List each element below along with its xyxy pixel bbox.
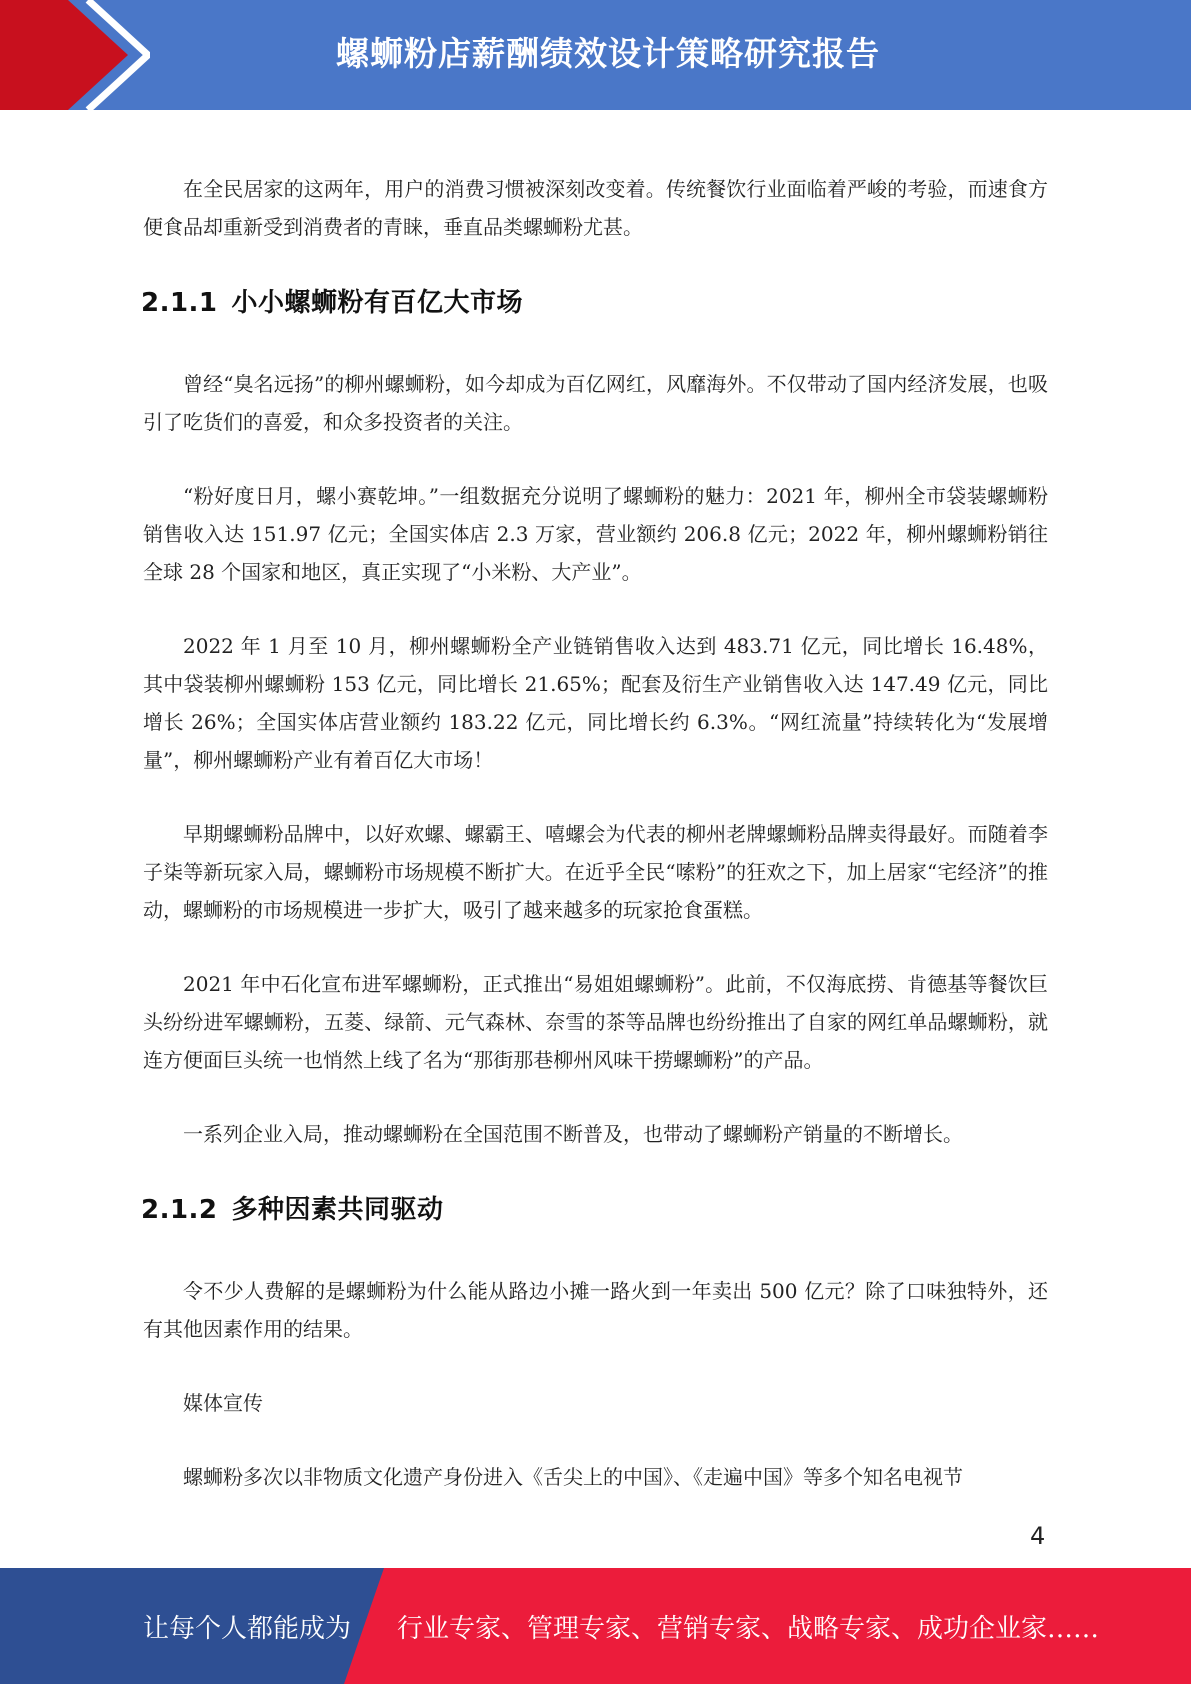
paragraph: 一系列企业入局，推动螺蛳粉在全国范围不断普及，也带动了螺蛳粉产销量的不断增长。: [183, 1122, 963, 1146]
report-title: 螺蛳粉店薪酬绩效设计策略研究报告: [336, 34, 880, 73]
document-body: [143, 170, 1048, 1532]
paragraph: 2022 年 1 月至 10 月，柳州螺蛳粉全产业链销售收入达到 483.71 亿元，同比增长 16.48%，其中袋装柳州螺蛳粉 153 亿元，同比增长 21.65%；配套及衍生产业销售收入达 147.49 亿元，同比增长 26%；全国实体店营业额约 183.22 亿元，同比增长约 6.3%。“网红流量”持续转化为“发展增量”，柳州螺蛳粉产业有着百亿大市场！: [143, 634, 1048, 772]
paragraph: 曾经“臭名远扬”的柳州螺蛳粉，如今却成为百亿网红，风靡海外。不仅带动了国内经济发展，也吸引了吃货们的喜爱，和众多投资者的关注。: [143, 372, 1048, 434]
section-number: 2.1.2: [141, 1195, 218, 1225]
page-footer: [0, 1568, 1191, 1684]
footer-slogan-left: 让每个人都能成为: [143, 1614, 352, 1644]
intro-paragraph: 在全民居家的这两年，用户的消费习惯被深刻改变着。传统餐饮行业面临着严峻的考验，而速食方便食品却重新受到消费者的青睐，垂直品类螺蛳粉尤甚。: [143, 177, 1048, 239]
section-number: 2.1.1: [141, 288, 218, 318]
paragraph: “粉好度日月，螺小赛乾坤。”一组数据充分说明了螺蛳粉的魅力：2021 年，柳州全市袋装螺蛳粉销售收入达 151.97 亿元；全国实体店 2.3 万家，营业额约 206.8 亿元；2022 年，柳州螺蛳粉销往全球 28 个国家和地区，真正实现了“小米粉、大产业”。: [143, 484, 1048, 584]
footer-slogan-right: 行业专家、管理专家、营销专家、战略专家、成功企业家……: [397, 1614, 1100, 1644]
section-heading-2-1-2: [141, 1189, 1048, 1226]
paragraph: 2021 年中石化宣布进军螺蛳粉，正式推出“易姐姐螺蛳粉”。此前，不仅海底捞、肯德基等餐饮巨头纷纷进军螺蛳粉，五菱、绿箭、元气森林、奈雪的茶等品牌也纷纷推出了自家的网红单品螺蛳粉，就连方便面巨头统一也悄然上线了名为“那街那巷柳州风味干捞螺蛳粉”的产品。: [143, 972, 1048, 1072]
subheading-media: 媒体宣传: [183, 1391, 263, 1415]
paragraph: 令不少人费解的是螺蛳粉为什么能从路边小摊一路火到一年卖出 500 亿元？除了口味独特外，还有其他因素作用的结果。: [143, 1279, 1048, 1341]
paragraph: 早期螺蛳粉品牌中，以好欢螺、螺霸王、嘻螺会为代表的柳州老牌螺蛳粉品牌卖得最好。而随着李子柒等新玩家入局，螺蛳粉市场规模不断扩大。在近乎全民“嗦粉”的狂欢之下，加上居家“宅经济”的推动，螺蛳粉的市场规模进一步扩大，吸引了越来越多的玩家抢食蛋糕。: [143, 822, 1048, 922]
page-header: [0, 0, 1191, 110]
section-title: 小小螺蛳粉有百亿大市场: [231, 288, 524, 318]
paragraph: 螺蛳粉多次以非物质文化遗产身份进入《舌尖上的中国》、《走遍中国》等多个知名电视节: [183, 1465, 963, 1489]
page-number: 4: [1030, 1522, 1046, 1550]
section-heading-2-1-1: [141, 282, 1048, 319]
section-title: 多种因素共同驱动: [231, 1195, 444, 1225]
